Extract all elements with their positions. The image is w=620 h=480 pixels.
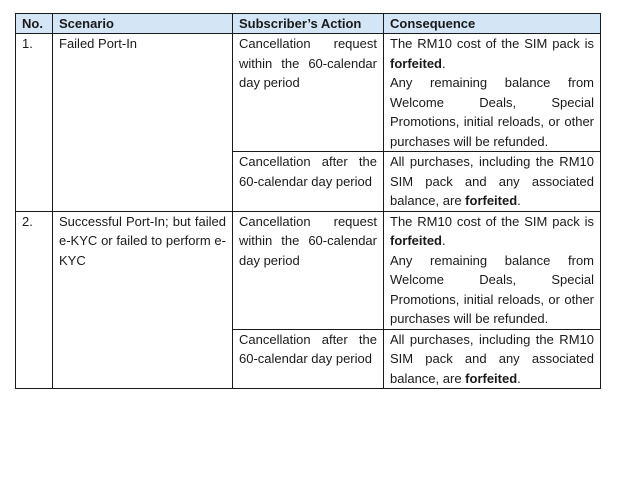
header-subscriber-action: Subscriber’s Action — [233, 14, 384, 34]
header-consequence: Consequence — [384, 14, 601, 34]
consequence-line: All purchases, including the RM10 SIM pack and any associated balance, are forfeited. — [390, 331, 594, 386]
consequence-line: Any remaining balance from Welcome Deals, Special Promotions, initial reloads, or other purchases will be refunded. — [390, 252, 594, 326]
header-row — [16, 14, 601, 34]
forfeited-emphasis: forfeited — [390, 233, 442, 248]
action-cell: Cancellation after the 60-calendar day period — [233, 329, 384, 389]
scenario-cell: Failed Port-In — [53, 34, 233, 212]
row-number: 2. — [16, 211, 53, 389]
consequence-cell — [384, 34, 601, 152]
consequence-cell — [384, 211, 601, 329]
forfeited-emphasis: forfeited — [465, 370, 518, 386]
table-row — [16, 211, 601, 329]
header-no: No. — [16, 14, 53, 34]
row-number: 1. — [16, 34, 53, 212]
consequence-line: The RM10 cost of the SIM pack is forfeited. — [390, 213, 594, 248]
header-scenario: Scenario — [53, 14, 233, 34]
consequence-cell — [384, 152, 601, 212]
consequence-line: All purchases, including the RM10 SIM pack and any associated balance, are forfeited. — [390, 154, 594, 208]
consequence-line: The RM10 cost of the SIM pack is forfeited. — [390, 36, 594, 71]
scenario-cell: Successful Port-In; but failed e-KYC or failed to perform e-KYC — [53, 211, 233, 389]
forfeited-emphasis: forfeited — [465, 193, 518, 208]
consequence-line: Any remaining balance from Welcome Deals, Special Promotions, initial reloads, or other purchases will be refunded. — [390, 75, 594, 149]
table-row — [16, 34, 601, 152]
forfeited-emphasis: forfeited — [390, 55, 442, 71]
action-cell: Cancellation request within the 60-calendar day period — [233, 34, 384, 152]
action-cell: Cancellation after the 60-calendar day period — [233, 152, 384, 212]
cancellation-terms-table — [15, 13, 601, 389]
action-cell: Cancellation request within the 60-calendar day period — [233, 211, 384, 329]
consequence-cell — [384, 329, 601, 389]
